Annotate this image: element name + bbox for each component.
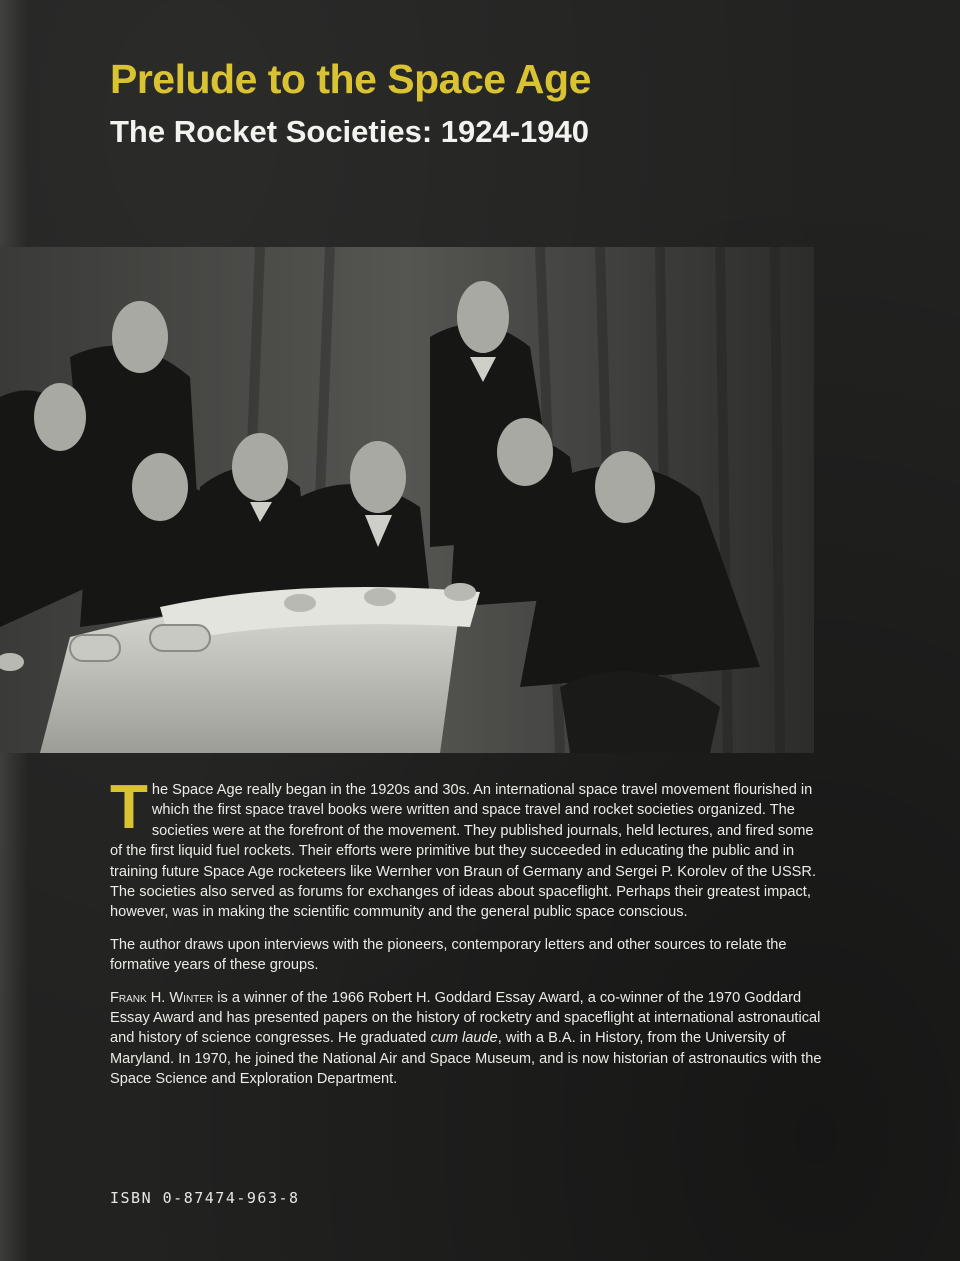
author-bio-text-2: , with a B.A. in History, from the University of Maryland. In 1970, he joined the National Air and Space Museum, and is now historian of astronautics with the Space Science and Exploration Department. <box>110 1030 822 1088</box>
description-paragraph-1 <box>110 773 826 923</box>
description-block <box>110 773 826 1102</box>
author-bio-italic: cum laude <box>430 1030 498 1047</box>
book-title: Prelude to the Space Age <box>110 56 591 102</box>
isbn-number: ISBN 0-87474-963-8 <box>110 1189 300 1207</box>
description-paragraph-2: The author draws upon interviews with the pioneers, contemporary letters and other sources to relate the formative years of these groups. <box>110 936 787 974</box>
author-name: Frank H. Winter <box>110 989 214 1006</box>
book-subtitle: The Rocket Societies: 1924-1940 <box>110 114 590 149</box>
author-bio-text-1: is a winner of the 1966 Robert H. Goddard Essay Award, a co-winner of the 1970 Goddard Essay Award and has presented papers on the history of rocketry and spaceflight at international astronautical and history of science congresses. He graduated <box>110 989 821 1047</box>
description-paragraph-1-text: he Space Age really began in the 1920s and 30s. An international space travel movement flourished in which the first space travel books were written and space travel and rocket societies organized. The societies were at the forefront of the movement. They published journals, held lectures, and fired some of the first liquid fuel rockets. Their efforts were primitive but they succeeded in educating the public and in training future Space Age rocketeers like Wernher von Braun of Germany and Sergei P. Korolev of the USSR. The societies also served as forums for exchanges of ideas about spaceflight. Perhaps their greatest impact, however, was in making the scientific community and the general public space conscious. <box>110 782 817 921</box>
drop-cap: T <box>110 773 148 842</box>
author-bio <box>110 988 826 1090</box>
group-photograph <box>0 247 814 753</box>
